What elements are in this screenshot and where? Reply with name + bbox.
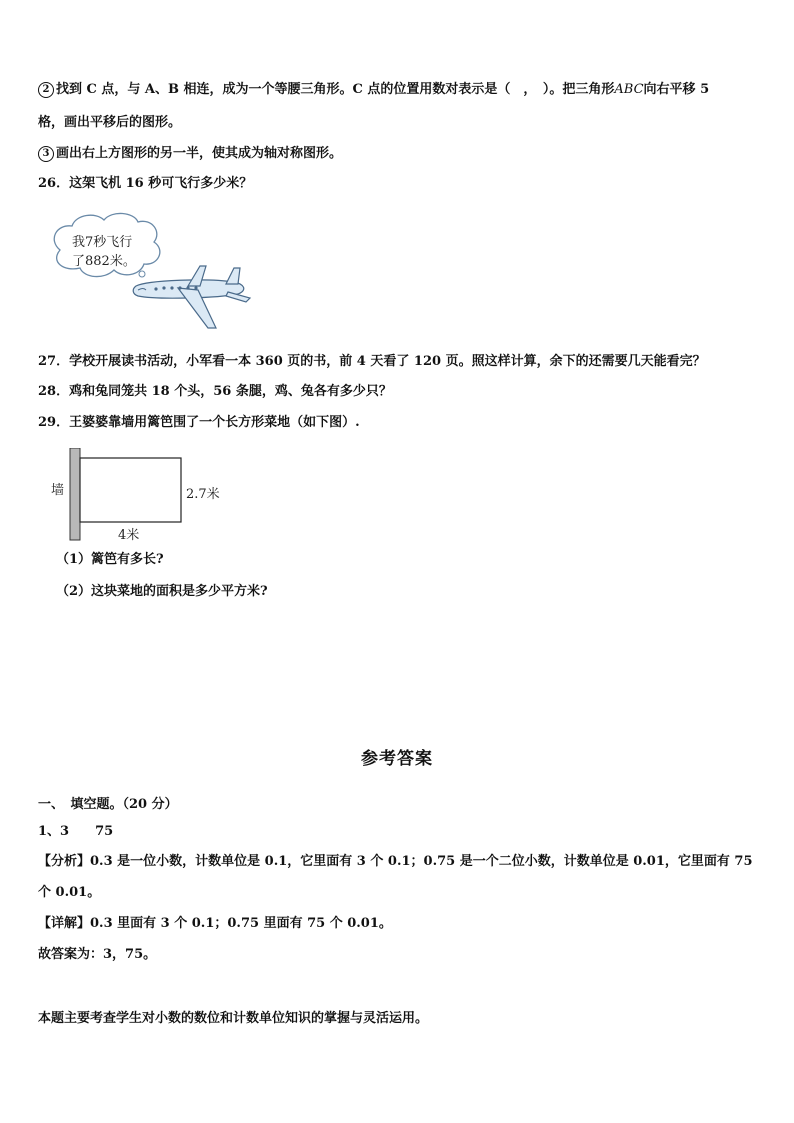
garden-rectangle xyxy=(80,458,181,522)
question-26: 26．这架飞机 16 秒可飞行多少米？ xyxy=(38,176,253,191)
answer-1-analysis-cont: 个 0.01。 xyxy=(38,885,101,900)
answer-1: 1、3 75 xyxy=(38,824,114,839)
vegetable-garden-diagram xyxy=(48,448,238,548)
bubble-line-1: 我7秒飞行 xyxy=(72,235,133,250)
q25-part2-text-b: 向右平移 5 xyxy=(643,82,710,97)
answers-title: 参考答案 xyxy=(361,749,433,769)
side-length-label: 2.7米 xyxy=(186,487,220,502)
question-29-sub2: （2）这块菜地的面积是多少平方米? xyxy=(56,584,268,599)
question-27: 27．学校开展读书活动，小军看一本 360 页的书，前 4 天看了 120 页。照这样计算，余下的还需要几天能看完？ xyxy=(38,354,706,369)
question-25-part2 xyxy=(38,81,709,99)
question-28: 28．鸡和兔同笼共 18 个头，56 条腿，鸡、兔各有多少只？ xyxy=(38,384,392,399)
question-29-sub1: （1）篱笆有多长? xyxy=(56,552,164,567)
wall-bar xyxy=(70,448,80,540)
question-25-part2-cont: 格，画出平移后的图形。 xyxy=(38,115,182,130)
airplane-figure xyxy=(38,210,258,335)
answer-1-summary: 本题主要考查学生对小数的数位和计数单位知识的掌握与灵活运用。 xyxy=(38,1011,429,1026)
wall-label: 墙 xyxy=(51,483,65,498)
circled-number-2: 2 xyxy=(38,82,54,98)
bubble-line-2: 了882米。 xyxy=(72,254,136,269)
answer-1-analysis: 【分析】0.3 是一位小数，计数单位是 0.1，它里面有 3 个 0.1；0.75 是一个二位小数，计数单位是 0.01，它里面有 75 xyxy=(38,854,753,869)
circled-number-3: 3 xyxy=(38,146,54,162)
airplane-icon xyxy=(133,266,250,328)
question-25-part3: 3 画出右上方图形的另一半，使其成为轴对称图形。 xyxy=(38,145,342,163)
triangle-abc-label: ABC xyxy=(614,82,644,97)
question-29: 29．王婆婆靠墙用篱笆围了一个长方形菜地（如下图）. xyxy=(38,415,360,430)
answer-1-conclusion: 故答案为：3，75。 xyxy=(38,947,157,962)
bottom-length-label: 4米 xyxy=(118,528,140,543)
q25-part2-text-a: 找到 C 点，与 A、B 相连，成为一个等腰三角形。C 点的位置用数对表示是（ ， ）。把三角形 xyxy=(56,82,615,97)
answer-1-detail: 【详解】0.3 里面有 3 个 0.1；0.75 里面有 75 个 0.01。 xyxy=(38,916,392,931)
answers-section-heading: 一、 填空题。（20 分） xyxy=(38,797,178,812)
